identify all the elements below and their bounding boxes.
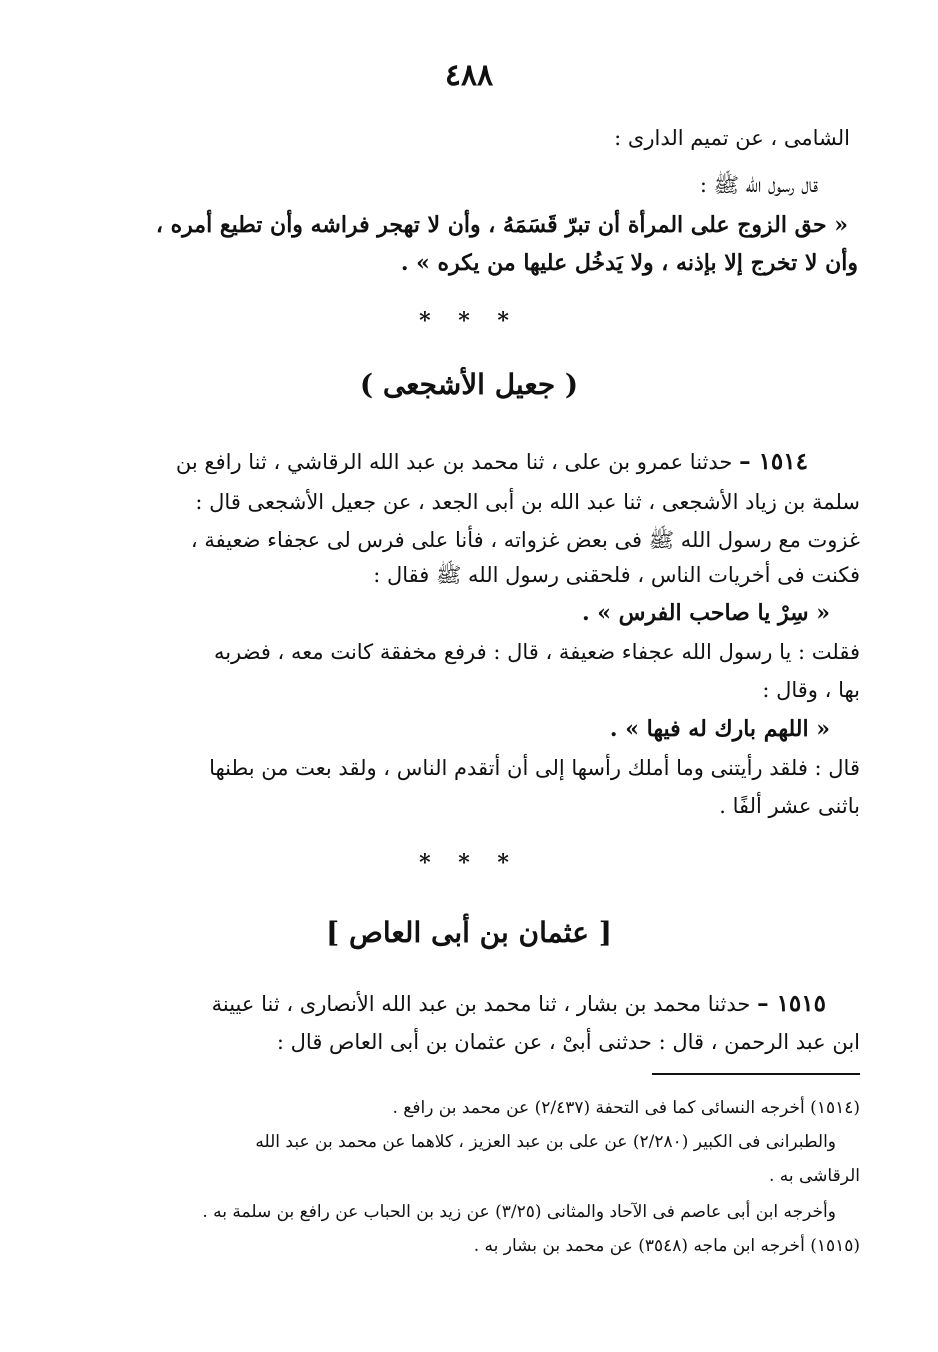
hadith-quote-line: وأن لا تخرج إلا بإذنه ، ولا يَدخُل عليها من يكره » .	[400, 250, 858, 276]
footnote-line: (١٥١٤) أخرجه النسائى كما فى التحفة (٢/٤٣٧) عن محمد بن رافع .	[392, 1098, 860, 1118]
hadith-text: حدثنا محمد بن بشار ، ثنا محمد بن عبد الله الأنصارى ، ثنا عيينة	[211, 992, 758, 1016]
footnote-line: والطبرانى فى الكبير (٢/٢٨٠) عن على بن عبد العزيز ، كلاهما عن محمد بن عبد الله	[255, 1132, 836, 1152]
hadith-line: باثنى عشر ألفًا .	[719, 794, 860, 818]
hadith-number: ١٥١٥ –	[757, 990, 826, 1017]
prophetic-quote: « اللهم بارك له فيها » .	[609, 716, 830, 742]
footnote-line: وأخرجه ابن أبى عاصم فى الآحاد والمثانى (٣/٢٥) عن زيد بن الحباب عن رافع بن سلمة به .	[202, 1202, 836, 1222]
hadith-quote-line: « حق الزوج على المرأة أن تبرّ قَسَمَهُ ، وأن لا تهجر فراشه وأن تطيع أمره ،	[155, 212, 848, 238]
footnote-divider	[652, 1073, 860, 1075]
hadith-line: بها ، وقال :	[762, 678, 860, 702]
hadith-line	[176, 448, 808, 475]
hadith-line: ابن عبد الرحمن ، قال : حدثنى أبىْ ، عن عثمان بن أبى العاص قال :	[276, 1030, 860, 1054]
hadith-line	[212, 990, 826, 1017]
section-heading: [ عثمان بن أبى العاص ]	[326, 916, 612, 949]
hadith-line: غزوت مع رسول الله ﷺ فى بعض غزواته ، فأنا على فرس لى عجفاء ضعيفة ،	[190, 528, 860, 552]
intro-line: قال رسول الله ﷺ :	[699, 173, 818, 197]
hadith-line: فكنت فى أخريات الناس ، فلحقنى رسول الله ﷺ فقال :	[373, 563, 860, 587]
hadith-line: فقلت : يا رسول الله عجفاء ضعيفة ، قال : فرفع مخفقة كانت معه ، فضربه	[213, 640, 860, 664]
section-separator: * * *	[419, 850, 519, 876]
footnote-line: (١٥١٥) أخرجه ابن ماجه (٣٥٤٨) عن محمد بن بشار به .	[473, 1236, 860, 1256]
hadith-text: حدثنا عمرو بن على ، ثنا محمد بن عبد الله الرقاشي ، ثنا رافع بن	[175, 450, 740, 474]
prophetic-quote: « سِرْ يا صاحب الفرس » .	[581, 600, 830, 626]
footnote-line: الرقاشى به .	[768, 1166, 860, 1186]
hadith-line: سلمة بن زياد الأشجعى ، ثنا عبد الله بن أبى الجعد ، عن جعيل الأشجعى قال :	[195, 490, 860, 514]
hadith-number: ١٥١٤ –	[739, 448, 808, 475]
section-heading: ( جعيل الأشجعى )	[359, 368, 579, 401]
hadith-line: قال : فلقد رأيتنى وما أملك رأسها إلى أن أتقدم الناس ، ولقد بعت من بطنها	[209, 756, 860, 780]
intro-line: الشامى ، عن تميم الدارى :	[614, 126, 850, 150]
page-number: ٤٨٨	[444, 58, 494, 93]
section-separator: * * *	[419, 308, 519, 334]
